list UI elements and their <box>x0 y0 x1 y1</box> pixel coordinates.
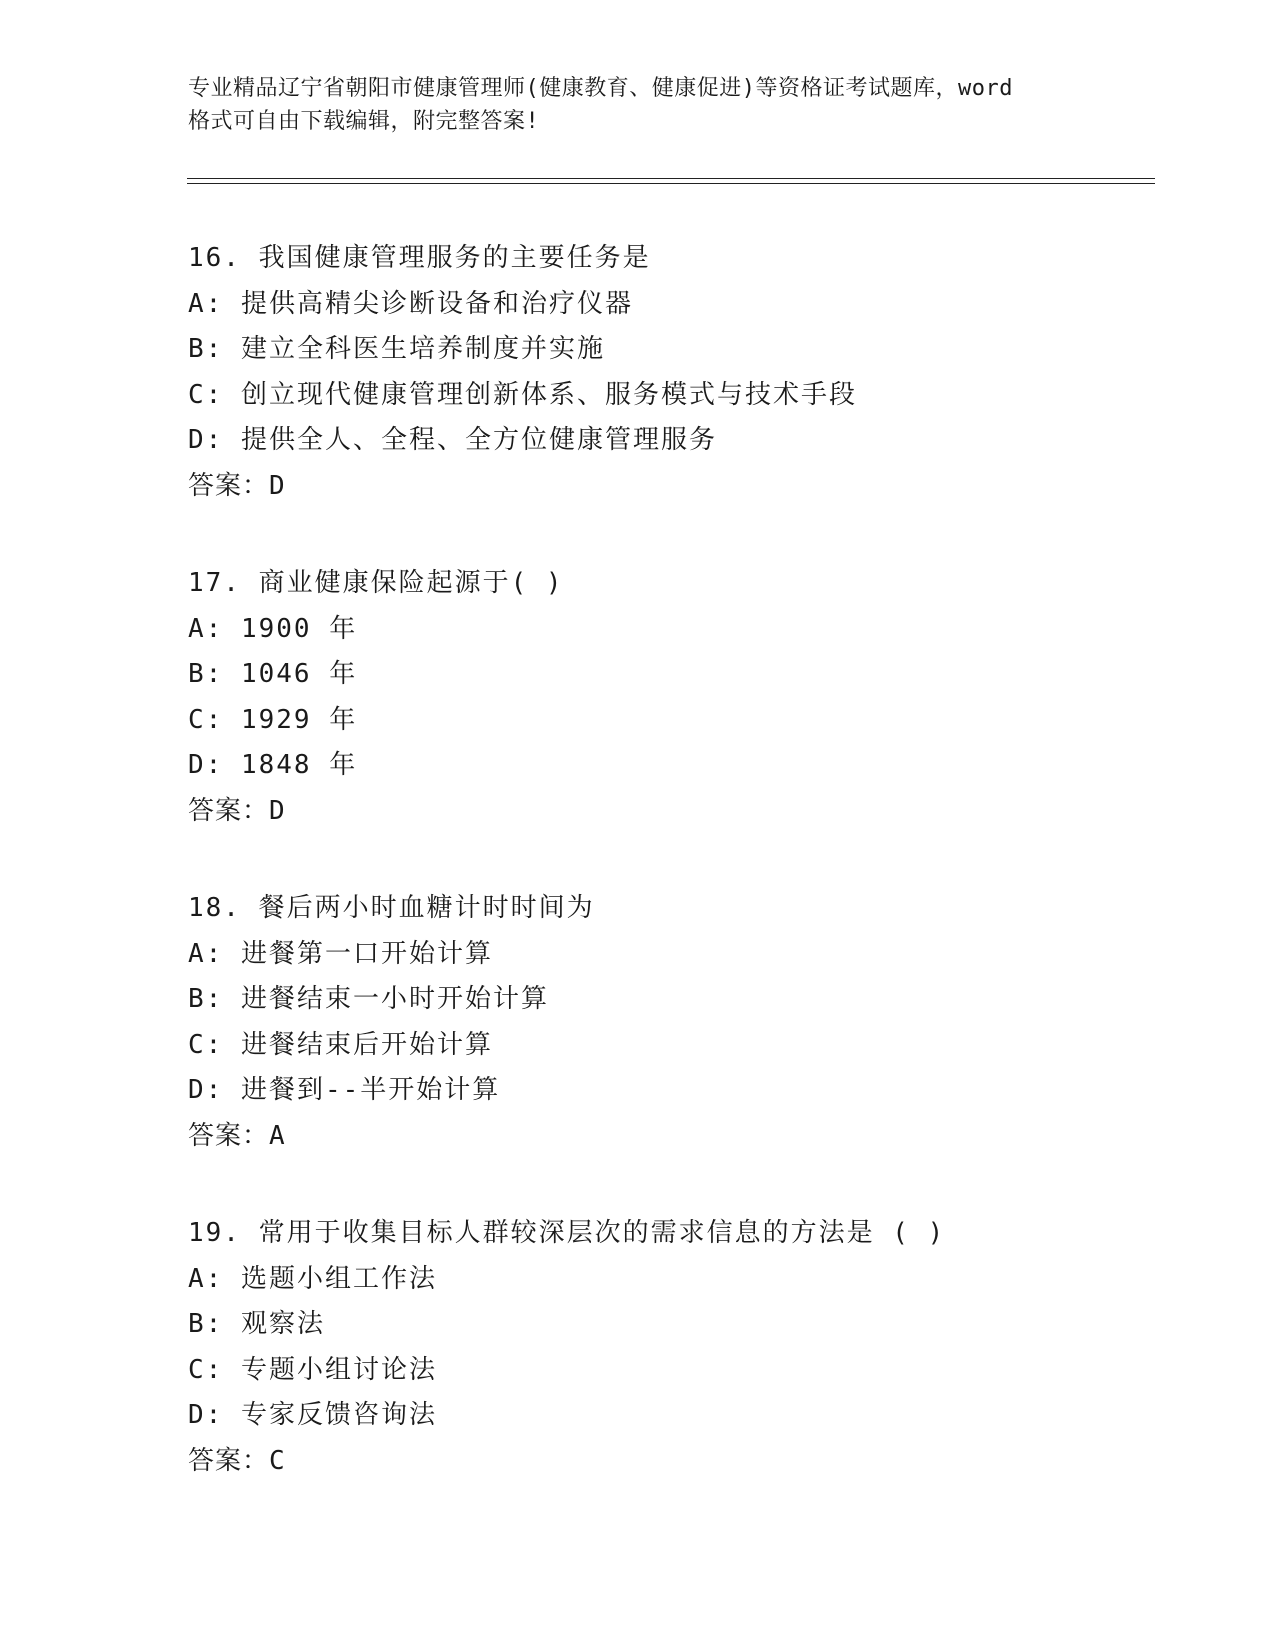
document-header <box>188 72 1088 138</box>
answer-value: A <box>269 1120 285 1151</box>
answer-line <box>188 1439 1148 1485</box>
option-d: D: 1848 年 <box>188 750 358 780</box>
option-b: B: 建立全科医生培养制度并实施 <box>188 334 605 364</box>
question-19 <box>188 1211 1148 1484</box>
option-c: C: 1929 年 <box>188 704 358 735</box>
answer-label: 答案： <box>188 1120 270 1151</box>
header-divider-bottom <box>187 183 1155 184</box>
question-16 <box>188 236 1148 509</box>
option-a: A: 进餐第一口开始计算 <box>188 938 493 969</box>
answer-line <box>188 1114 1148 1160</box>
header-line-2: 格式可自由下载编辑，附完整答案! <box>188 109 540 134</box>
option-d: D: 提供全人、全程、全方位健康管理服务 <box>188 425 717 455</box>
header-divider-top <box>187 178 1155 179</box>
option-c: C: 进餐结束后开始计算 <box>188 1029 493 1060</box>
option-a: A: 提供高精尖诊断设备和治疗仪器 <box>188 288 633 319</box>
question-stem: 18. 餐后两小时血糖计时时间为 <box>188 893 595 923</box>
question-18 <box>188 886 1148 1159</box>
question-stem: 16. 我国健康管理服务的主要任务是 <box>188 243 651 273</box>
option-c: C: 专题小组讨论法 <box>188 1354 437 1385</box>
question-17 <box>188 561 1148 834</box>
option-c: C: 创立现代健康管理创新体系、服务模式与技术手段 <box>188 379 857 410</box>
answer-line <box>188 789 1148 835</box>
answer-value: D <box>269 795 285 826</box>
answer-label: 答案： <box>188 1445 270 1476</box>
question-stem: 17. 商业健康保险起源于( ) <box>188 568 564 598</box>
option-b: B: 1046 年 <box>188 659 358 689</box>
answer-value: D <box>269 470 285 501</box>
answer-value: C <box>269 1445 285 1476</box>
question-stem: 19. 常用于收集目标人群较深层次的需求信息的方法是 ( ) <box>188 1218 946 1248</box>
question-list <box>188 236 1148 1536</box>
option-a: A: 1900 年 <box>188 613 358 644</box>
option-b: B: 观察法 <box>188 1309 325 1339</box>
header-line-1: 专业精品辽宁省朝阳市健康管理师(健康教育、健康促进)等资格证考试题库，word <box>188 76 1013 101</box>
option-d: D: 专家反馈咨询法 <box>188 1400 437 1430</box>
answer-label: 答案： <box>188 795 270 826</box>
option-a: A: 选题小组工作法 <box>188 1263 437 1294</box>
answer-line <box>188 464 1148 510</box>
option-d: D: 进餐到--半开始计算 <box>188 1075 501 1105</box>
answer-label: 答案： <box>188 470 270 501</box>
option-b: B: 进餐结束一小时开始计算 <box>188 984 549 1014</box>
